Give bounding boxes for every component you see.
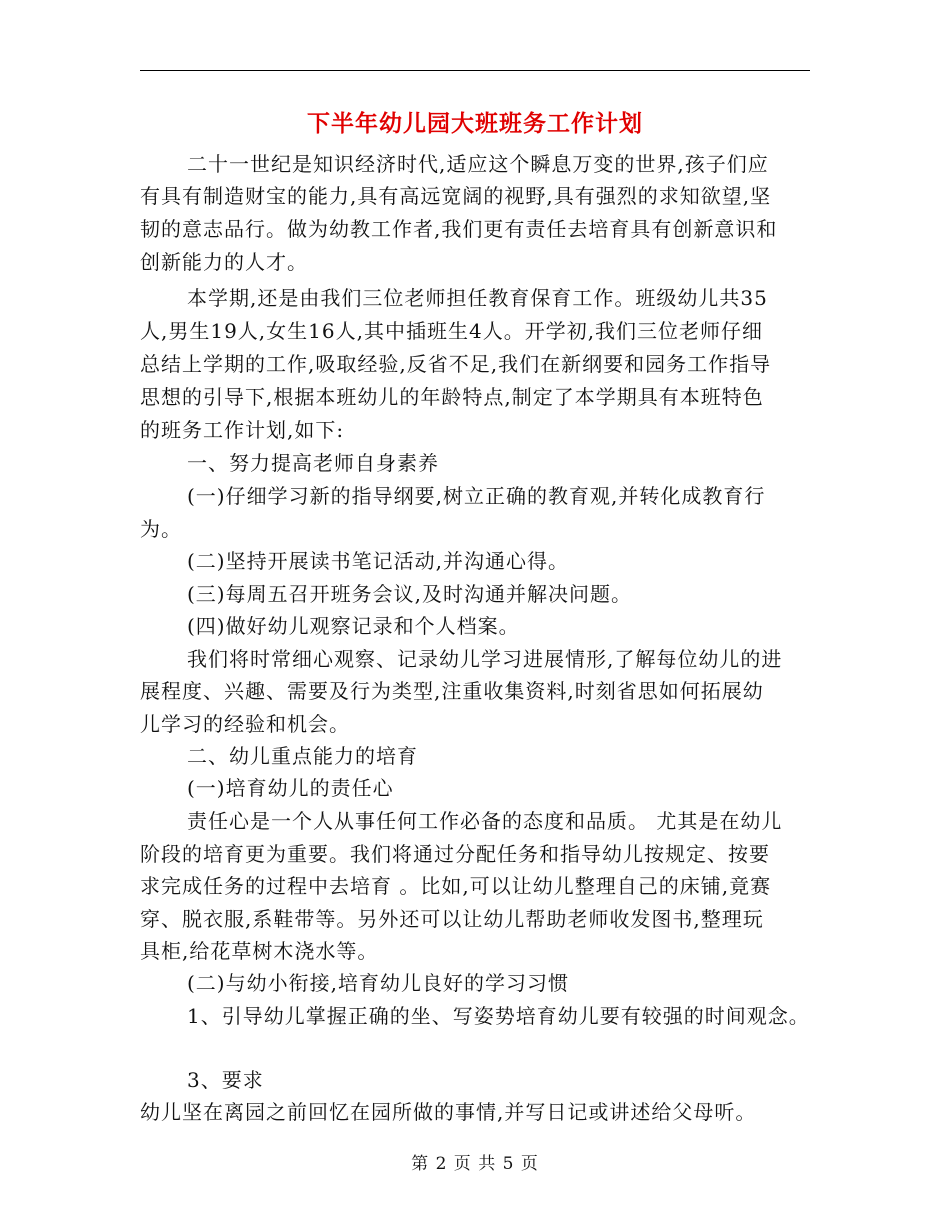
paragraph-line: 为。 [140, 517, 182, 541]
paragraph-line: (一)仔细学习新的指导纲要,树立正确的教育观,并转化成教育行 [187, 484, 766, 508]
subsection-heading: (二)与幼小衔接,培育幼儿良好的学习习惯 [187, 971, 569, 995]
paragraph-line: 穿、脱衣服,系鞋带等。另外还可以让幼儿帮助老师收发图书,整理玩 [140, 907, 764, 931]
paragraph-line: 本学期,还是由我们三位老师担任教育保育工作。班级幼儿共35 [187, 286, 768, 310]
paragraph-line: 二十一世纪是知识经济时代,适应这个瞬息万变的世界,孩子们应 [187, 152, 769, 176]
paragraph-line: 阶段的培育更为重要。我们将通过分配任务和指导幼儿按规定、按要 [140, 842, 770, 866]
paragraph-line: 展程度、兴趣、需要及行为类型,注重收集资料,时刻省思如何拓展幼 [140, 679, 764, 703]
paragraph-line: 有具有制造财宝的能力,具有高远宽阔的视野,具有强烈的求知欲望,坚 [140, 184, 772, 208]
paragraph-line: (二)坚持开展读书笔记活动,并沟通心得。 [187, 549, 569, 573]
paragraph-line: 我们将时常细心观察、记录幼儿学习进展情形,了解每位幼儿的进 [187, 647, 783, 671]
section-heading: 二、幼儿重点能力的培育 [187, 744, 418, 768]
paragraph-line: 具柜,给花草树木浇水等。 [140, 939, 379, 963]
page-footer: 第 2 页 共 5 页 [411, 1154, 539, 1174]
document-title: 下半年幼儿园大班班务工作计划 [307, 110, 643, 137]
subsection-heading: (一)培育幼儿的责任心 [187, 776, 394, 800]
paragraph-line: 韧的意志品行。做为幼教工作者,我们更有责任去培育具有创新意识和 [140, 217, 778, 241]
paragraph-line: 思想的引导下,根据本班幼儿的年龄特点,制定了本学期具有本班特色 [140, 385, 764, 409]
paragraph-line: 人,男生19人,女生16人,其中插班生4人。开学初,我们三位老师仔细 [140, 319, 764, 343]
paragraph-line: 3、要求 [187, 1068, 264, 1092]
paragraph-line: 总结上学期的工作,吸取经验,反省不足,我们在新纲要和园务工作指导 [140, 352, 772, 376]
section-heading: 一、努力提高老师自身素养 [187, 451, 439, 475]
paragraph-line: 责任心是一个人从事任何工作必备的态度和品质。 尤其是在幼儿 [187, 809, 783, 833]
paragraph-line: 幼儿坚在离园之前回忆在园所做的事情,并写日记或讲述给父母听。 [140, 1100, 757, 1124]
paragraph-line: 儿学习的经验和机会。 [140, 712, 350, 736]
paragraph-line: 的班务工作计划,如下: [140, 418, 345, 442]
paragraph-line: 1、引导幼儿掌握正确的坐、写姿势培育幼儿要有较强的时间观念。 [187, 1004, 810, 1028]
header-rule [140, 70, 810, 71]
paragraph-line: (四)做好幼儿观察记录和个人档案。 [187, 614, 520, 638]
paragraph-line: (三)每周五召开班务会议,及时沟通并解决问题。 [187, 582, 632, 606]
paragraph-line: 创新能力的人才。 [140, 250, 308, 274]
paragraph-line: 求完成任务的过程中去培育 。比如,可以让幼儿整理自己的床铺,竟赛 [140, 874, 772, 898]
